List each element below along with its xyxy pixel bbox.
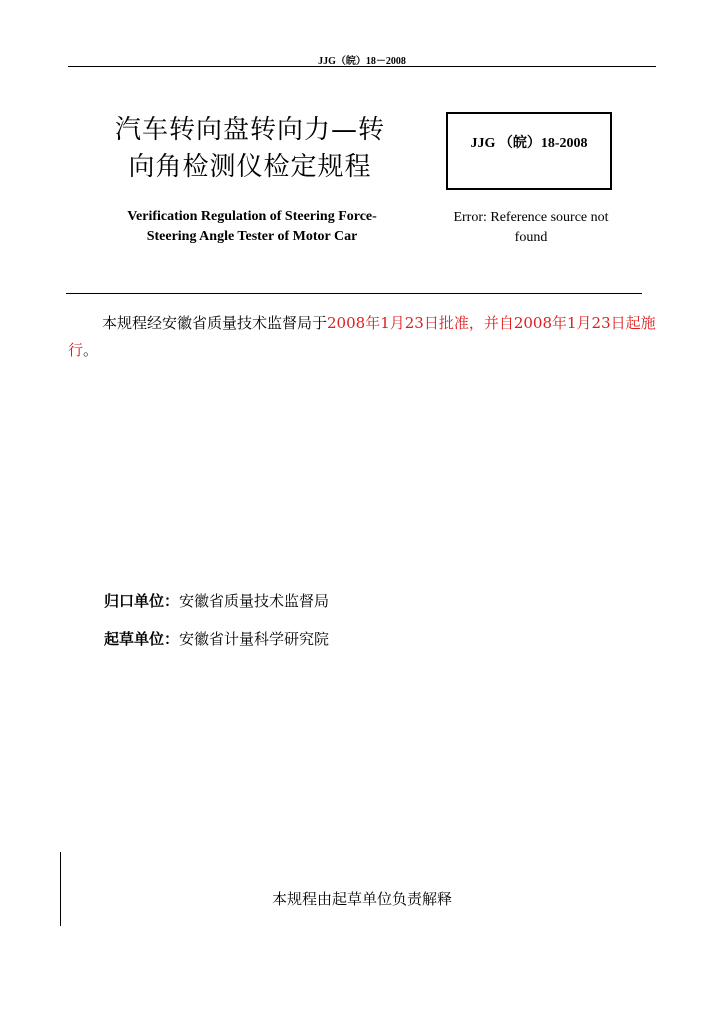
english-title-line-2: Steering Angle Tester of Motor Car [146, 229, 358, 244]
approval-statement [68, 310, 660, 364]
header-standard-code: JJG（皖）18－2008 [318, 56, 406, 67]
standard-code-text: JJG （皖）18-2008 [470, 136, 588, 151]
chinese-title-line-2: 向角检测仪检定规程 [128, 152, 372, 182]
responsible-unit-label: 归口单位： [104, 592, 180, 610]
responsible-unit [104, 590, 329, 612]
english-title [76, 207, 428, 247]
error-reference-line-1: Error: Reference source not [453, 210, 609, 225]
drafting-unit [104, 628, 329, 650]
approval-prefix: 本规程经安徽省质量技术监督局于 [102, 314, 328, 332]
english-title-line-1: Verification Regulation of Steering Force- [127, 209, 377, 224]
error-reference-text [428, 208, 634, 248]
standard-code-box [446, 112, 612, 190]
drafting-unit-value: 安徽省计量科学研究院 [179, 630, 330, 648]
approval-dates: 2008年1月23日批准，并自2008年1月23日起施行 [68, 314, 656, 359]
error-reference-line-2: found [514, 230, 548, 245]
responsible-unit-value: 安徽省质量技术监督局 [179, 592, 330, 610]
drafting-unit-label: 起草单位： [104, 630, 180, 648]
header-rule [68, 66, 656, 67]
section-divider [66, 293, 642, 294]
approval-suffix: 。 [83, 341, 99, 359]
chinese-title-line-1: 汽车转向盘转向力—转 [114, 115, 385, 145]
chinese-title [80, 112, 420, 186]
interpretation-note: 本规程由起草单位负责解释 [271, 890, 452, 908]
